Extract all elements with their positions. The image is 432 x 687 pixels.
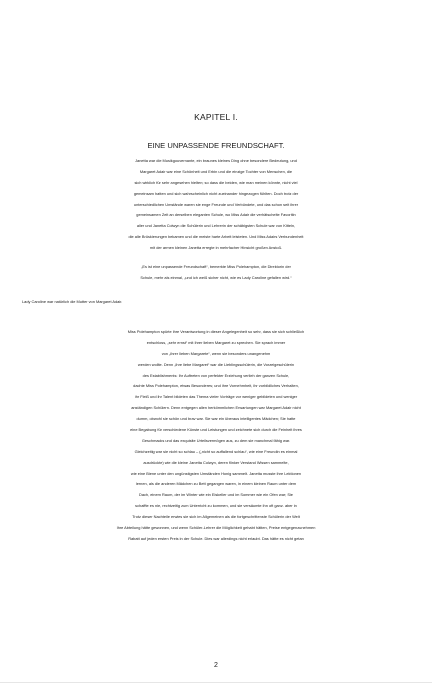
chapter-heading: KAPITEL I. <box>194 112 238 122</box>
paragraph-3 <box>0 297 432 308</box>
text-line: Rabatt auf jeden ersten Preis in der Schule. Dies war allerdings nicht erlaubt. Das hätte es nicht getan <box>128 535 304 541</box>
text-line: entschloss, „sehr ernst“ mit ihrer lieben Margaret zu sprechen. Sie sprach immer <box>146 339 286 345</box>
text-line: Gleichzeitig war sie nicht so schlau – („nicht so auffallend schlau“, wie eine Freundin es einmal <box>134 448 298 454</box>
text-line: ihr Fleiß und ihr Talent bildeten das Thema vieler Vorträge vor weniger gebildeten und weniger <box>134 394 298 400</box>
text-line: „Es ist eine unpassende Freundschaft“, bemerkte Miss Polehampton, die Direktorin der <box>141 264 291 269</box>
text-line: werden wollte. Denn „ihre liebe Margaret“ war die Lieblingsschülerin, die Vorzeigeschülerin <box>137 361 295 367</box>
text-line: Miss Polehampton spürte ihre Verantwortung in dieser Angelegenheit so sehr, dass sie sich schließlich <box>127 329 305 334</box>
text-line: Trotz dieser Nachteile erwies sie sich im Allgemeinen als die fortgeschrittenste Schülerin der Welt <box>132 514 300 520</box>
paragraph-1 <box>0 156 432 254</box>
text-line: schaffte es nie, rechtzeitig zum Unterricht zu kommen, und sie versäumte ihn oft ganz. aber in <box>135 503 297 509</box>
text-line: Margaret Adair war eine Schönheit und Erbin und die einzige Tochter von Menschen, die <box>139 168 293 174</box>
text-line: dachte Miss Polehampton, etwas Besonderes; und ihre Vornehmheit, ihr vorbildliches Verhalten, <box>133 383 299 389</box>
page-number: 2 <box>214 662 218 669</box>
text-line: wie eine Biene unter den ungünstigsten Umständen Honig sammelt. Janetta musste ihre Lektionen <box>130 470 302 476</box>
text-line: gemeinsamen Zeit an derselben eleganten Schule, wo Miss Adair die verhätschelte Favoritin <box>136 212 296 218</box>
text-line: die alle Brüskierungen bekamen und die meiste harte Arbeit leisteten. Und Miss Adairs Verbundenheit <box>128 234 304 240</box>
text-line: anständigen Schülern. Denn entgegen allen herkömmlichen Erwartungen war Margaret Adair nicht <box>131 405 301 411</box>
text-line: Schule, mehr als einmal, „und ich weiß sicher nicht, wie es Lady Caroline gefallen wird.“ <box>140 274 292 280</box>
text-line: Lady Caroline war natürlich die Mutter von Margaret Adair. <box>22 299 123 304</box>
text-line: Geschmacks und das exquisite Urteilsvermögen aus, zu dem sie manchmal fähig war. <box>141 437 291 443</box>
footer-divider <box>0 682 432 683</box>
text-line: Ihre Abteilung hätte gewonnen, und wenn Schüler-Lehrer die Möglichkeit gehabt hätten, Preise entgegenzunehmen <box>116 525 316 531</box>
text-line: eine Begabung für verschiedene Künste und Leistungen und zeichnete sich durch die Feinheit ihres <box>130 427 302 433</box>
chapter-subtitle: EINE UNPASSENDE FREUNDSCHAFT. <box>147 141 285 150</box>
text-line: Dach, einem Raum, der im Winter wie ein Eiskeller und im Sommer wie ein Ofen war; Sie <box>139 492 293 498</box>
text-line: aller und Janetta Colwyn die Schülerin und Lehrerin der schäbigsten Schule war von Kitteln, <box>136 223 296 229</box>
paragraph-2 <box>0 262 432 284</box>
text-line: lernen, als die anderen Mädchen zu Bett gegangen waren, in einem kleinen Raum unter dem <box>135 481 297 487</box>
text-line: des Establishments: Ihr Auftreten von perfekter Erziehung verlieh der ganzen Schule, <box>142 372 290 378</box>
text-line: sich wirklich für sehr angesehen hielten; so dass die beiden, wie man meinen könnte, nicht viel <box>134 179 298 185</box>
paragraph-4 <box>0 327 432 545</box>
text-line: mit der armen kleinen Janetta erregte in mehrfacher Hinsicht großen Anstoß. <box>149 245 283 251</box>
text-line: unterschiedlichen Umstände waren sie enge Freunde und Verbündete, und das schon seit ihrer <box>133 201 299 207</box>
text-line: gemeinsam hatten und sich wahrscheinlich nicht zueinander hingezogen fühlten. Doch trotz der <box>133 190 299 196</box>
text-line: dumm, obwohl sie schön und brav war. Sie war ein überaus intelligentes Mädchen; Sie hatte <box>136 416 296 422</box>
text-line: Janetta war die Musikgouvernante, ein braunes kleines Ding ohne besondere Bedeutung, und <box>135 158 297 163</box>
text-line: ausdrückte) wie die kleine Janetta Colwyn, deren flinker Verstand Wissen sammelte, <box>143 459 289 465</box>
text-line: von „ihrer lieben Margarete“, wenn sie besonders unangenehm <box>161 350 271 356</box>
